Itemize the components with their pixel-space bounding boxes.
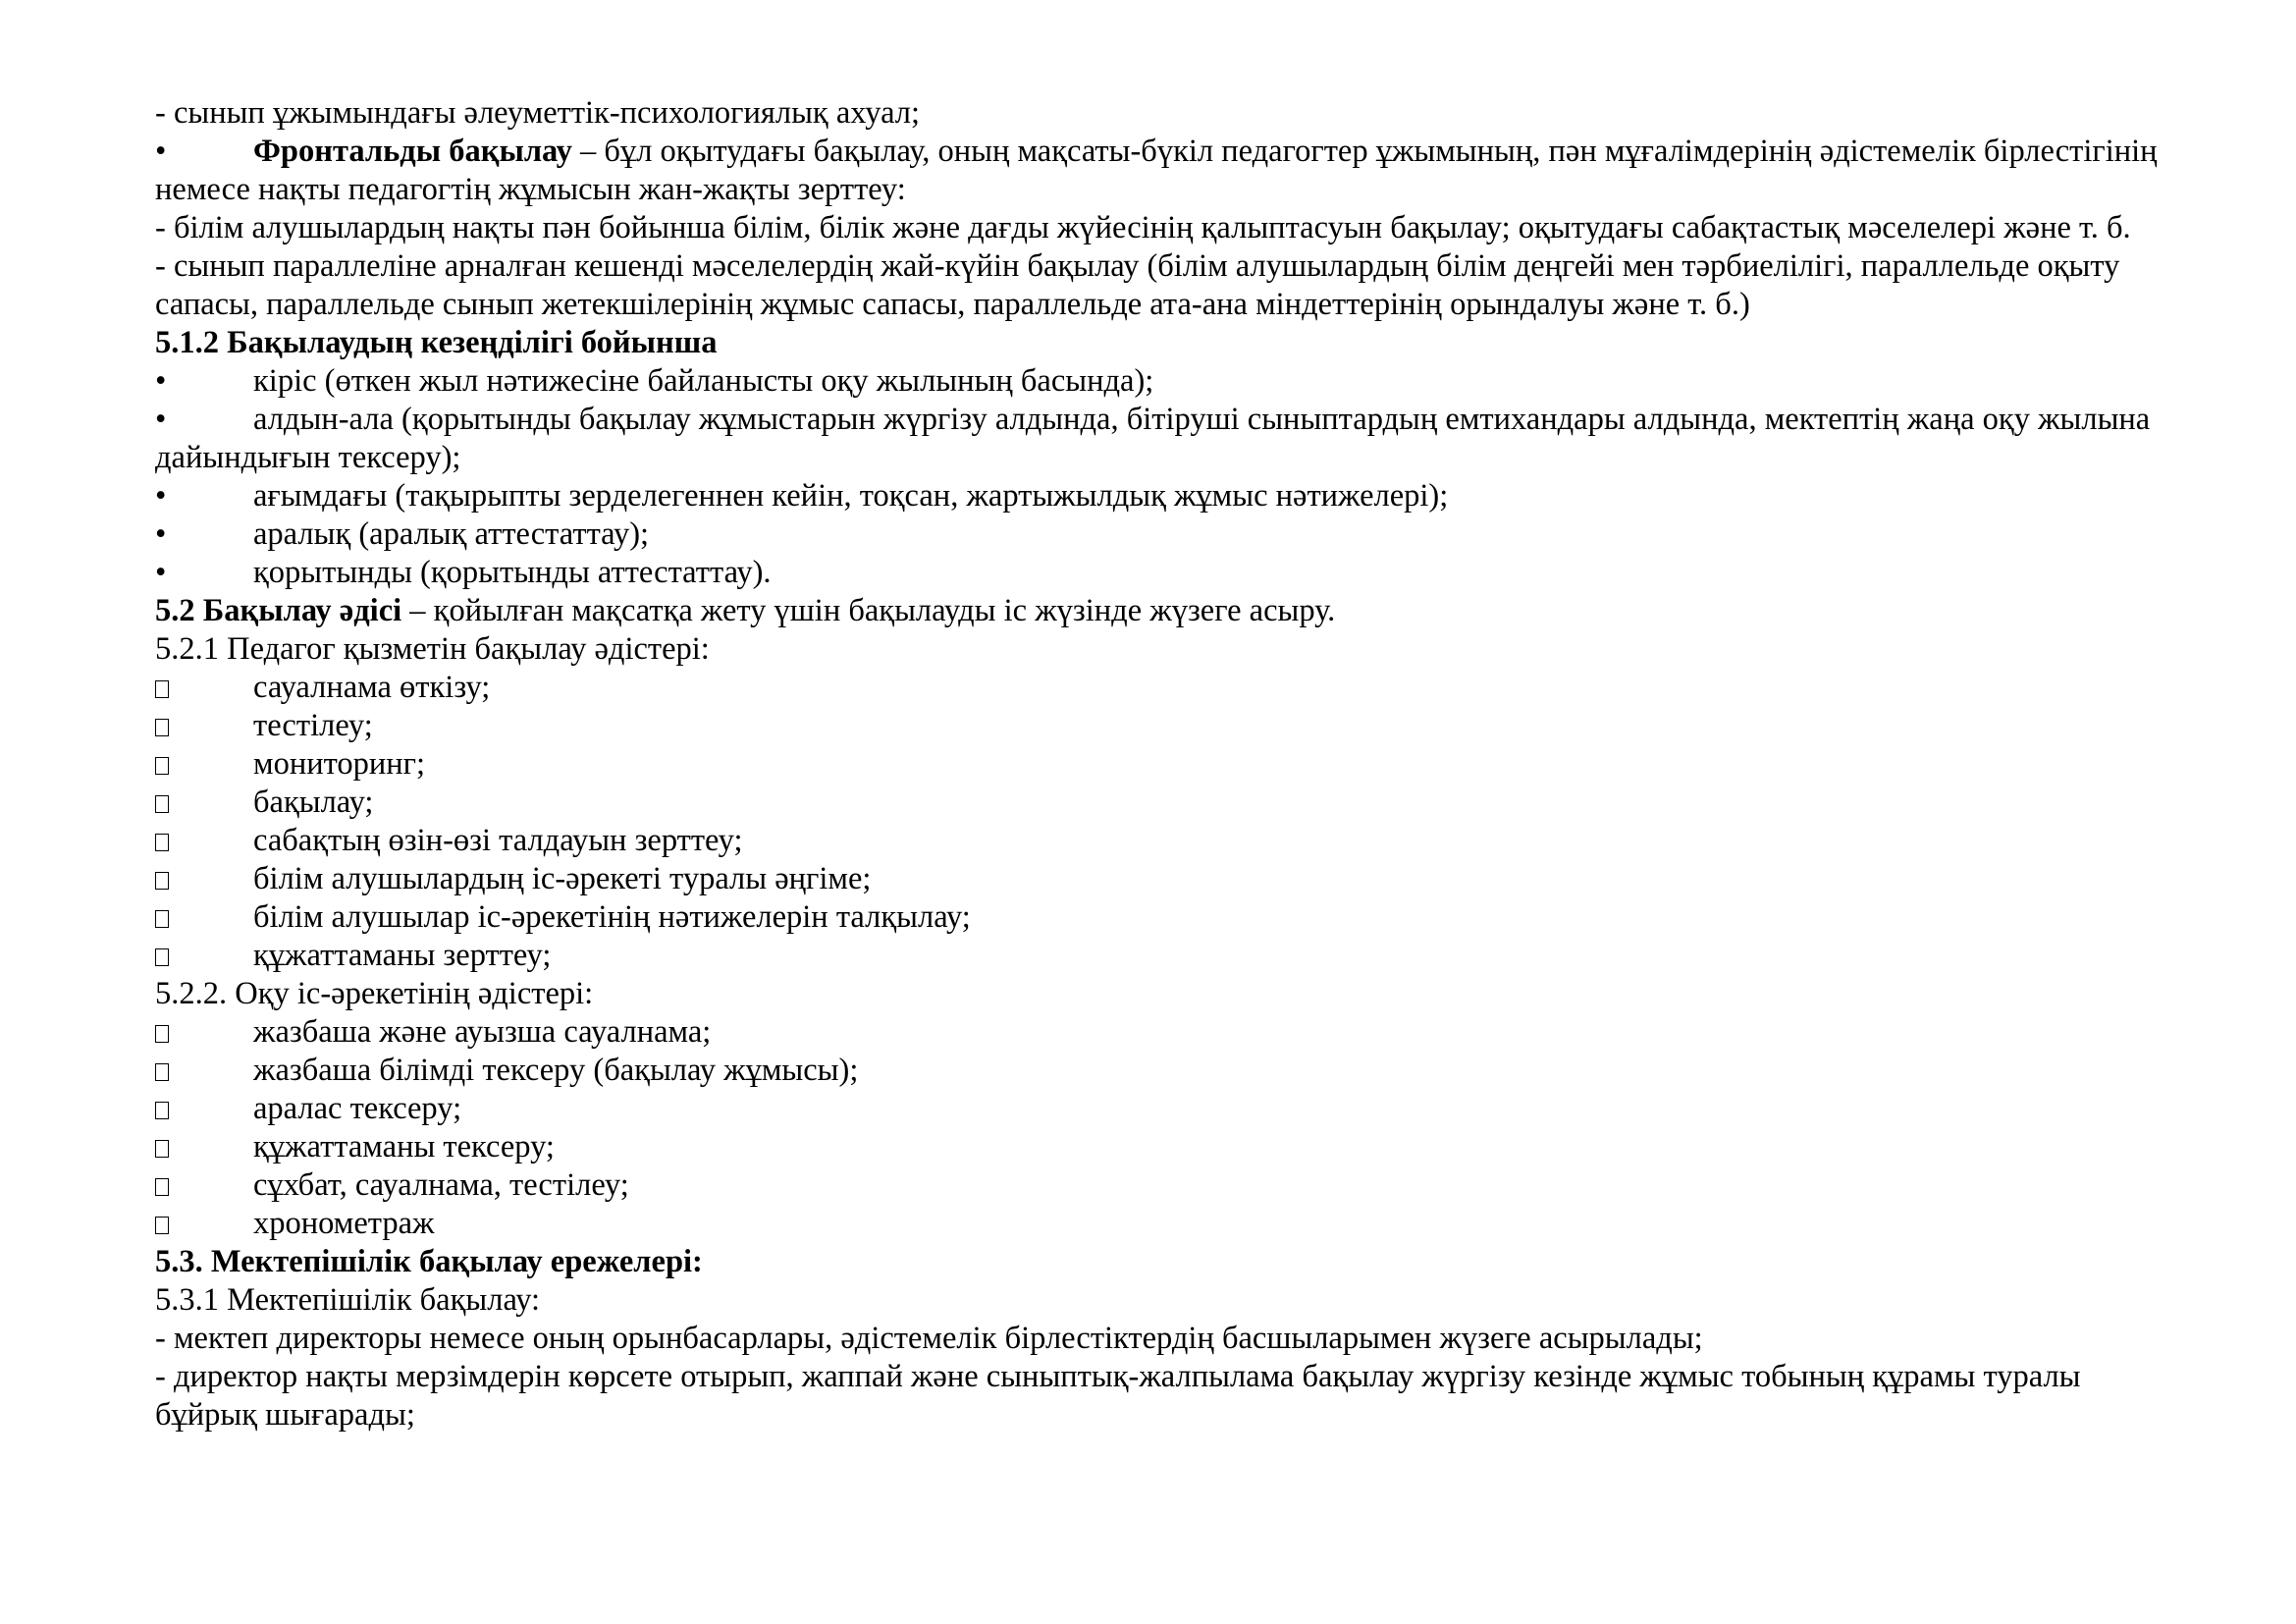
square-bullet-icon (155, 1063, 169, 1081)
list-item: аралас тексеру; (155, 1090, 2158, 1128)
square-bullet-icon (155, 948, 169, 966)
paragraph-frontal-control (155, 133, 2158, 209)
heading-5-2 (155, 592, 2158, 630)
bullet-marker: • (155, 555, 167, 590)
list-item: хронометраж (155, 1205, 2158, 1243)
control-method-definition: – қойылған мақсатқа жету үшін бақылауды іс жүзінде жүзеге асыру. (401, 593, 1336, 628)
heading-5-3: 5.3. Мектепішілік бақылау ережелері: (155, 1244, 703, 1279)
list-item: сауалнама өткізу; (155, 669, 2158, 707)
frontal-control-definition: – бұл оқытудағы бақылау, оның мақсаты-бүкіл педагогтер ұжымының, пән мұғалімдерінің әдістемелік бірлестігінің немесе нақты педагогтің жұмысын жан-жақты зерттеу: (155, 134, 2158, 207)
square-bullet-icon (155, 834, 169, 851)
square-bullet-icon (155, 1140, 169, 1158)
list-item: білім алушылардың іс-әрекеті туралы әңгіме; (155, 860, 2158, 898)
list-learning-methods (155, 1013, 2158, 1243)
square-bullet-icon (155, 680, 169, 698)
square-bullet-icon (155, 757, 169, 775)
list-item: • аралық (аралық аттестаттау); (155, 516, 650, 552)
list-item: бақылау; (155, 784, 2158, 822)
paragraph-knowledge-control: - білім алушылардың нақты пән бойынша білім, білік және дағды жүйесінің қалыптасуын бақылау; оқытудағы сабақтастық мәселелері және т. б. (155, 210, 2131, 245)
square-bullet-icon (155, 1025, 169, 1043)
heading-5-2-1: 5.2.1 Педагог қызметін бақылау әдістері: (155, 631, 710, 667)
list-item: сабақтың өзін-өзі талдауын зерттеу; (155, 822, 2158, 860)
list-item: • кіріс (өткен жыл нәтижесіне байланысты оқу жылының басында); (155, 363, 1154, 399)
bullet-marker: • (155, 363, 167, 399)
paragraph-director-deputies: - мектеп директоры немесе оның орынбасарлары, әдістемелік бірлестіктердің басшыларымен жүзеге асырылады; (155, 1321, 1703, 1356)
bullet-marker: • (155, 134, 167, 169)
list-item: мониторинг; (155, 745, 2158, 784)
list-item: • қорытынды (қорытынды аттестаттау). (155, 555, 772, 590)
list-item: тестілеу; (155, 707, 2158, 745)
paragraph-climate: - сынып ұжымындағы әлеуметтік-психологиялық ахуал; (155, 95, 921, 131)
heading-5-2-2: 5.2.2. Оқу іс-әрекетінің әдістері: (155, 976, 594, 1011)
term-control-method: 5.2 Бақылау әдісі (155, 593, 402, 628)
list-item: білім алушылар іс-әрекетінің нәтижелерін талқылау; (155, 898, 2158, 937)
square-bullet-icon (155, 795, 169, 813)
heading-5-1-2: 5.1.2 Бақылаудың кезеңділігі бойынша (155, 325, 718, 360)
list-item: құжаттаманы зерттеу; (155, 937, 2158, 975)
square-bullet-icon (155, 1217, 169, 1234)
list-item: жазбаша білімді тексеру (бақылау жұмысы); (155, 1052, 2158, 1090)
heading-5-3-1: 5.3.1 Мектепішілік бақылау: (155, 1282, 541, 1318)
square-bullet-icon (155, 1178, 169, 1196)
bullet-marker: • (155, 516, 167, 552)
square-bullet-icon (155, 1102, 169, 1119)
paragraph-director-order: - директор нақты мерзімдерін көрсете отырып, жаппай және сыныптық-жалпылама бақылау жүргізу кезінде жұмыс тобының құрамы туралы бұйрық шығарады; (155, 1359, 2081, 1433)
square-bullet-icon (155, 872, 169, 890)
document-body (155, 94, 2158, 1435)
paragraph-parallel-control: - сынып параллеліне арналған кешенді мәселелердің жай-күйін бақылау (білім алушылардың білім деңгейі мен тәрбиелілігі, параллельде оқыту сапасы, параллельде сынып жетекшілерінің жұмыс сапасы, параллельде ата-ана міндеттерінің орындалуы және т. б.) (155, 248, 2120, 322)
list-teacher-methods (155, 669, 2158, 975)
bullet-marker: • (155, 478, 167, 514)
list-periodicity (155, 362, 2158, 592)
list-item: құжаттаманы тексеру; (155, 1128, 2158, 1166)
list-item: • алдын-ала (қорытынды бақылау жұмыстарын жүргізу алдында, бітіруші сыныптардың емтихандары алдында, мектептің жаңа оқу жылына дайындығын тексеру); (155, 402, 2151, 475)
square-bullet-icon (155, 910, 169, 928)
list-item: сұхбат, сауалнама, тестілеу; (155, 1166, 2158, 1205)
list-item: • ағымдағы (тақырыпты зерделегеннен кейін, тоқсан, жартыжылдық жұмыс нәтижелері); (155, 478, 1449, 514)
bullet-marker: • (155, 402, 167, 437)
list-item: жазбаша және ауызша сауалнама; (155, 1013, 2158, 1052)
square-bullet-icon (155, 719, 169, 736)
term-frontal-control: Фронтальды бақылау (253, 134, 572, 169)
